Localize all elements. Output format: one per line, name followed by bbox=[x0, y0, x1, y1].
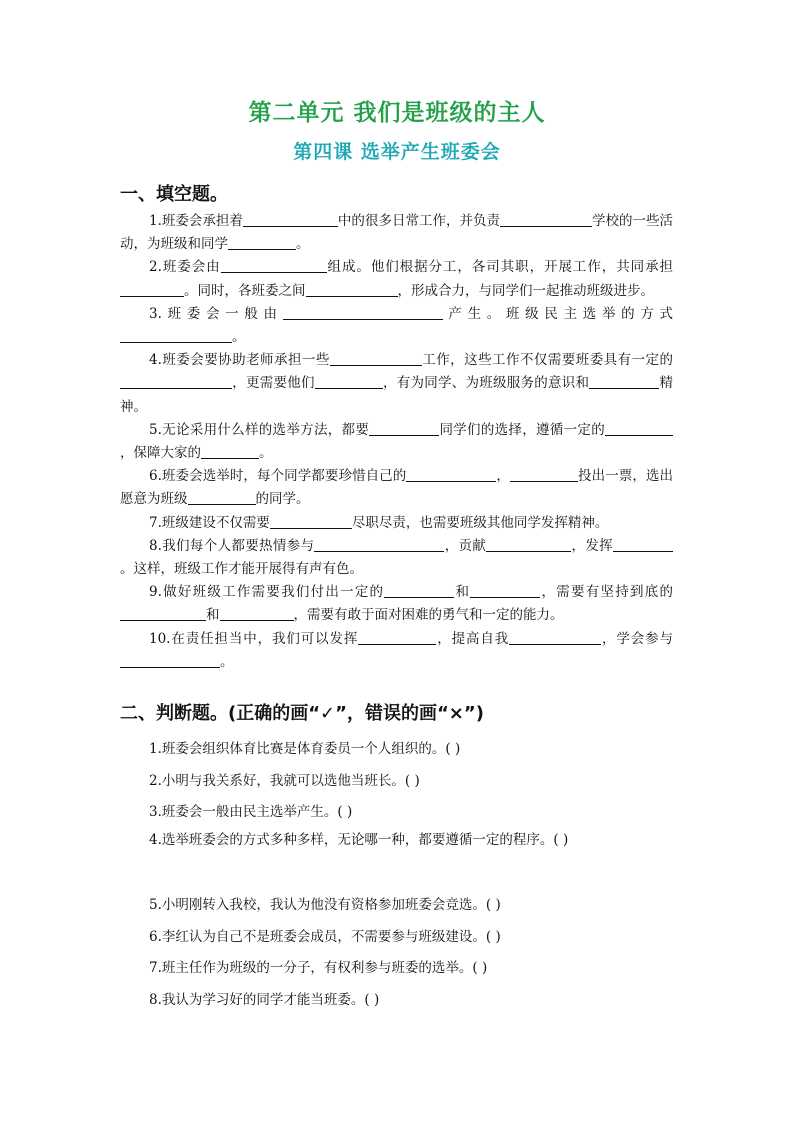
judge-item-2: 2.小明与我关系好，我就可以选他当班长。( ) bbox=[149, 773, 420, 789]
fill-blank-list bbox=[120, 210, 673, 674]
answer-blank[interactable] bbox=[605, 421, 673, 436]
judge-item-5: 5.小明刚转入我校，我认为他没有资格参加班委会竞选。( ) bbox=[149, 897, 501, 913]
answer-blank[interactable] bbox=[486, 537, 571, 552]
answer-blank[interactable] bbox=[120, 374, 232, 389]
answer-blank[interactable] bbox=[306, 282, 398, 297]
judge-item-4: 4.选举班委会的方式多种多样，无论哪一种，都要遵循一定的程序。( ) bbox=[149, 832, 569, 848]
answer-blank[interactable] bbox=[500, 212, 592, 227]
question-10: 10.在责任担当中，我们可以发挥 ，提高自我 ，学会参与。 bbox=[120, 628, 673, 674]
answer-blank[interactable] bbox=[510, 467, 578, 482]
section-fill-heading: 一、填空题。 bbox=[120, 184, 228, 205]
answer-blank[interactable] bbox=[509, 630, 601, 645]
section-judge-heading: 二、判断题。(正确的画“✓”，错误的画“×”) bbox=[120, 703, 484, 724]
question-2: 2.班委会由 组成。他们根据分工，各司其职，开展工作，共同承担。同时，各班委之间 ，形成合力，与同学们一起推动班级进步。 bbox=[120, 256, 673, 302]
answer-blank[interactable] bbox=[120, 282, 184, 297]
answer-blank[interactable] bbox=[384, 583, 454, 598]
unit-title: 第二单元 我们是班级的主人 bbox=[248, 100, 546, 126]
judge-item-1: 1.班委会组织体育比赛是体育委员一个人组织的。( ) bbox=[149, 741, 461, 757]
answer-blank[interactable] bbox=[228, 235, 296, 250]
question-6: 6.班委会选举时，每个同学都要珍惜自己的 ， 投出一票，选出愿意为班级 的同学。 bbox=[120, 468, 674, 508]
judge-item-7: 7.班主任作为班级的一分子，有权利参与班委的选举。( ) bbox=[149, 960, 488, 976]
answer-blank[interactable] bbox=[470, 583, 540, 598]
answer-blank[interactable] bbox=[221, 258, 327, 273]
answer-blank[interactable] bbox=[406, 467, 496, 482]
answer-blank[interactable] bbox=[589, 374, 659, 389]
answer-blank[interactable] bbox=[613, 537, 673, 552]
answer-blank[interactable] bbox=[315, 374, 383, 389]
question-5: 5.无论采用什么样的选举方法，都要 同学们的选择，遵循一定的，保障大家的 。 bbox=[120, 419, 673, 465]
question-7: 7.班级建设不仅需要 尽职尽责，也需要班级其他同学发挥精神。 bbox=[149, 514, 609, 531]
judge-item-6: 6.李红认为自己不是班委会成员，不需要参与班级建设。( ) bbox=[149, 929, 501, 945]
question-1: 1.班委会承担着 中的很多日常工作，并负责 学校的一些活动，为班级和同学 。 bbox=[120, 213, 674, 253]
answer-blank[interactable] bbox=[314, 537, 444, 552]
answer-blank[interactable] bbox=[358, 630, 436, 645]
question-8: 8.我们每个人都要热情参与 ，贡献 ，发挥。这样，班级工作才能开展得有声有色。 bbox=[120, 535, 673, 581]
judge-item-3: 3.班委会一般由民主选举产生。( ) bbox=[149, 804, 353, 820]
answer-blank[interactable] bbox=[201, 444, 259, 459]
answer-blank[interactable] bbox=[188, 490, 256, 505]
question-3: 3.班委会一般由 产生。班级民主选举的方式。 bbox=[120, 303, 673, 349]
answer-blank[interactable] bbox=[270, 514, 352, 529]
answer-blank[interactable] bbox=[120, 328, 232, 343]
judge-item-8: 8.我认为学习好的同学才能当班委。( ) bbox=[149, 992, 380, 1008]
lesson-title: 第四课 选举产生班委会 bbox=[293, 141, 501, 163]
answer-blank[interactable] bbox=[120, 606, 206, 621]
question-9: 9.做好班级工作需要我们付出一定的 和 ，需要有坚持到底的和 ，需要有敢于面对困难的勇气和一定的能力。 bbox=[120, 581, 673, 627]
answer-blank[interactable] bbox=[330, 351, 422, 366]
question-4: 4.班委会要协助老师承担一些 工作，这些工作不仅需要班委具有一定的，更需要他们 ，有为同学、为班级服务的意识和 精神。 bbox=[120, 352, 674, 415]
answer-blank[interactable] bbox=[369, 421, 439, 436]
answer-blank[interactable] bbox=[220, 606, 294, 621]
answer-blank[interactable] bbox=[243, 212, 338, 227]
answer-blank[interactable] bbox=[283, 305, 443, 320]
answer-blank[interactable] bbox=[120, 653, 220, 668]
